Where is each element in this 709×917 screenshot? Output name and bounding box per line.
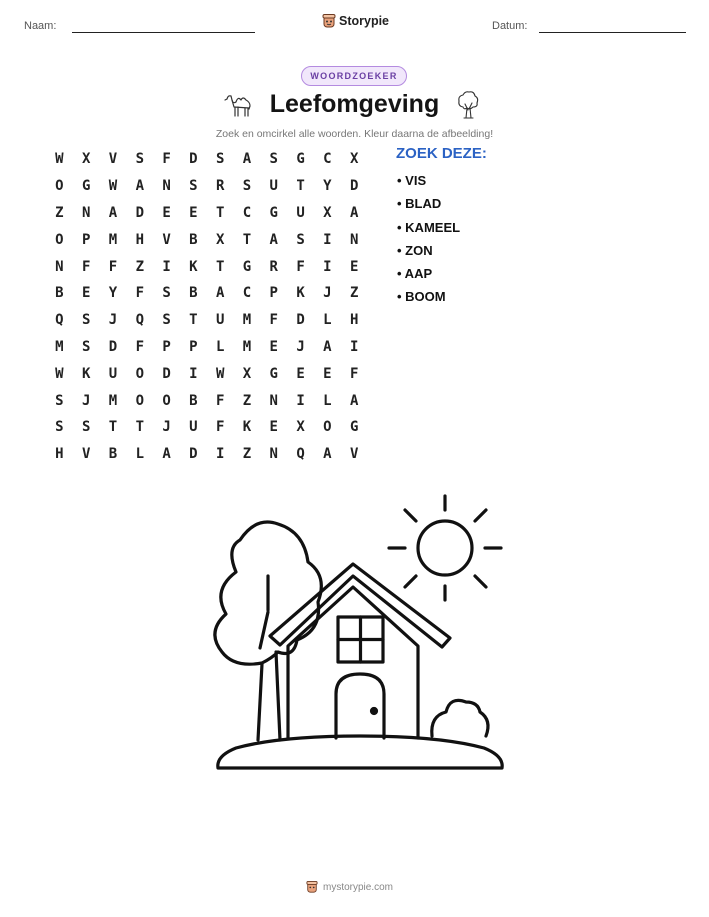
grid-cell[interactable]: E xyxy=(323,365,332,382)
grid-cell[interactable]: F xyxy=(135,338,144,355)
grid-cell[interactable]: G xyxy=(269,365,278,382)
grid-cell[interactable]: S xyxy=(81,419,91,436)
grid-cell[interactable]: P xyxy=(81,231,91,248)
grid-cell[interactable]: I xyxy=(296,392,305,409)
grid-cell[interactable]: N xyxy=(349,231,359,248)
grid-cell[interactable]: P xyxy=(189,338,198,355)
grid-cell[interactable]: L xyxy=(215,338,225,355)
grid-cell[interactable]: D xyxy=(135,204,144,221)
grid-cell[interactable]: O xyxy=(135,392,144,409)
grid-cell[interactable]: T xyxy=(215,204,225,221)
word-item: • BLAD xyxy=(397,196,442,212)
footer xyxy=(306,880,393,894)
grid-cell[interactable]: T xyxy=(189,312,198,329)
grid-cell[interactable]: Z xyxy=(349,285,359,302)
grid-cell[interactable]: U xyxy=(269,178,278,195)
grid-cell[interactable]: W xyxy=(55,151,64,168)
grid-cell[interactable]: M xyxy=(55,338,64,355)
footer-url: mystorypie.com xyxy=(323,881,394,893)
grid-cell[interactable]: F xyxy=(81,258,91,275)
grid-cell[interactable]: I xyxy=(323,258,332,275)
grid-cell[interactable]: J xyxy=(108,312,118,329)
word-list xyxy=(397,172,460,312)
grid-cell[interactable]: S xyxy=(162,312,171,329)
word-item: • VIS xyxy=(397,173,427,188)
grid-cell[interactable]: E xyxy=(81,285,91,302)
grid-cell[interactable]: U xyxy=(189,419,198,436)
bush-icon xyxy=(432,700,488,736)
grid-cell[interactable]: G xyxy=(242,258,252,275)
grid-cell[interactable]: S xyxy=(215,151,225,168)
grid-cell[interactable]: V xyxy=(162,231,171,248)
grid-cell[interactable]: A xyxy=(162,446,171,463)
grid-cell[interactable]: S xyxy=(81,338,91,355)
sun-icon xyxy=(389,496,501,600)
grid-cell[interactable]: B xyxy=(189,392,198,409)
grid-cell[interactable]: F xyxy=(269,312,278,329)
grid-cell[interactable]: N xyxy=(81,204,91,221)
grid-cell[interactable]: H xyxy=(55,446,64,463)
grid-cell[interactable]: K xyxy=(189,258,198,275)
grid-cell[interactable]: A xyxy=(135,178,144,195)
grid-cell[interactable]: D xyxy=(108,338,118,355)
grid-cell[interactable]: P xyxy=(162,338,171,355)
grid-cell[interactable]: B xyxy=(55,285,64,302)
name-line xyxy=(72,32,255,33)
grid-cell[interactable]: L xyxy=(323,312,332,329)
grid-cell[interactable]: O xyxy=(55,231,64,248)
grid-cell[interactable]: K xyxy=(296,285,305,302)
grid-cell[interactable]: O xyxy=(323,419,332,436)
grid-cell[interactable]: F xyxy=(349,365,359,382)
word-item: • BOOM xyxy=(397,289,446,305)
grid-cell[interactable]: O xyxy=(135,365,144,382)
grid-cell[interactable]: B xyxy=(108,446,118,463)
grid-cell[interactable]: V xyxy=(81,446,91,463)
grid-cell[interactable]: B xyxy=(189,285,198,302)
word-item: • AAP xyxy=(397,266,433,282)
grid-cell[interactable]: M xyxy=(242,338,252,355)
grid-cell[interactable]: S xyxy=(81,312,91,329)
date-label: Datum: xyxy=(492,20,528,32)
storypie-logo-icon xyxy=(322,13,336,29)
brand-name: Storypie xyxy=(339,14,390,28)
grid-cell[interactable]: S xyxy=(242,178,252,195)
grid-cell[interactable]: T xyxy=(135,419,144,436)
grid-cell[interactable]: Q xyxy=(135,312,144,329)
grid-cell[interactable]: A xyxy=(108,204,118,221)
grid-cell[interactable]: N xyxy=(269,392,278,409)
grid-cell[interactable]: Y xyxy=(323,178,332,195)
grid-cell[interactable]: L xyxy=(135,446,144,463)
grid-cell[interactable]: Z xyxy=(55,204,64,221)
grid-cell[interactable]: O xyxy=(162,392,171,409)
grid-cell[interactable]: V xyxy=(349,446,359,463)
grid-cell[interactable]: L xyxy=(323,392,332,409)
grid-cell[interactable]: I xyxy=(189,365,198,382)
grid-cell[interactable]: J xyxy=(162,419,171,436)
grid-cell[interactable]: X xyxy=(242,365,252,382)
grid-cell[interactable]: A xyxy=(349,392,359,409)
grid-cell[interactable]: S xyxy=(135,151,144,168)
grid-cell[interactable]: Y xyxy=(108,285,118,302)
grid-cell[interactable]: K xyxy=(242,419,252,436)
name-label: Naam: xyxy=(24,20,57,32)
grid-cell[interactable]: E xyxy=(162,204,171,221)
grid-cell[interactable]: M xyxy=(108,392,118,409)
instructions: Zoek en omcirkel alle woorden. Kleur daarna de afbeelding! xyxy=(215,128,494,140)
grid-cell[interactable]: N xyxy=(55,258,64,275)
house-icon xyxy=(270,564,450,738)
grid-cell[interactable]: N xyxy=(162,178,171,195)
grid-cell[interactable]: H xyxy=(349,312,359,329)
grid-cell[interactable]: R xyxy=(269,258,278,275)
grid-cell[interactable]: U xyxy=(296,204,305,221)
grid-cell[interactable]: F xyxy=(108,258,118,275)
word-item: • KAMEEL xyxy=(397,219,461,235)
house-sun-illustration xyxy=(200,490,510,780)
tree-icon xyxy=(455,89,481,121)
grid-cell[interactable]: X xyxy=(349,151,359,168)
grid-cell[interactable]: S xyxy=(189,178,198,195)
grid-cell[interactable]: T xyxy=(242,231,252,248)
grid-cell[interactable]: G xyxy=(269,204,278,221)
grid-cell[interactable]: M xyxy=(108,231,118,248)
grid-cell[interactable]: W xyxy=(215,365,225,382)
grid-cell[interactable]: S xyxy=(162,285,171,302)
grid-cell[interactable]: M xyxy=(242,312,252,329)
grid-cell[interactable]: E xyxy=(296,365,305,382)
letter-grid xyxy=(46,146,368,468)
grid-cell[interactable]: J xyxy=(323,285,332,302)
grid-cell[interactable]: F xyxy=(215,419,225,436)
grid-cell[interactable]: S xyxy=(55,419,64,436)
grid-cell[interactable]: P xyxy=(269,285,278,302)
grid-cell[interactable]: J xyxy=(81,392,91,409)
grid-cell[interactable]: O xyxy=(55,178,64,195)
grid-cell[interactable]: N xyxy=(269,446,278,463)
page-title: Leefomgeving xyxy=(269,90,440,118)
grid-cell[interactable]: D xyxy=(296,312,305,329)
grid-cell[interactable]: Q xyxy=(296,446,305,463)
grid-cell[interactable]: G xyxy=(349,419,359,436)
grid-cell[interactable]: A xyxy=(215,285,225,302)
grid-cell[interactable]: V xyxy=(108,151,118,168)
grid-cell[interactable]: I xyxy=(349,338,359,355)
grid-cell[interactable]: Z xyxy=(242,446,252,463)
grid-cell[interactable]: I xyxy=(162,258,171,275)
grid-cell[interactable]: R xyxy=(215,178,225,195)
grid-cell[interactable]: D xyxy=(349,178,359,195)
grid-cell[interactable]: U xyxy=(108,365,118,382)
grid-cell[interactable]: S xyxy=(296,231,305,248)
grid-cell[interactable]: I xyxy=(215,446,225,463)
grid-cell[interactable]: A xyxy=(323,446,332,463)
grid-cell[interactable]: E xyxy=(269,419,278,436)
grid-cell[interactable]: G xyxy=(296,151,305,168)
grid-cell[interactable]: I xyxy=(323,231,332,248)
grid-cell[interactable]: U xyxy=(215,312,225,329)
grid-cell[interactable]: Q xyxy=(55,312,64,329)
grid-cell[interactable]: X xyxy=(215,231,225,248)
brand xyxy=(322,13,389,29)
grid-cell[interactable]: S xyxy=(269,151,278,168)
grid-cell[interactable]: Z xyxy=(135,258,144,275)
grid-cell[interactable]: B xyxy=(189,231,198,248)
grid-cell[interactable]: A xyxy=(349,204,359,221)
word-item: • ZON xyxy=(397,242,433,258)
badge: WOORDZOEKER xyxy=(301,66,407,86)
grid-cell[interactable]: H xyxy=(135,231,144,248)
date-line xyxy=(539,32,686,33)
grid-cell[interactable]: F xyxy=(296,258,305,275)
grid-cell[interactable]: G xyxy=(81,178,91,195)
grid-cell[interactable]: D xyxy=(162,365,171,382)
grid-cell[interactable]: J xyxy=(296,338,305,355)
grid-cell[interactable]: X xyxy=(323,204,332,221)
grid-cell[interactable]: F xyxy=(135,285,144,302)
grid-cell[interactable]: D xyxy=(189,151,198,168)
grid-cell[interactable]: D xyxy=(189,446,198,463)
word-list-title: ZOEK DEZE: xyxy=(396,145,487,162)
grid-cell[interactable]: T xyxy=(108,419,118,436)
grid-cell[interactable]: Z xyxy=(242,392,252,409)
grid-cell[interactable]: A xyxy=(242,151,252,168)
grid-cell[interactable]: C xyxy=(242,204,252,221)
grid-cell[interactable]: C xyxy=(242,285,252,302)
grid-cell[interactable]: T xyxy=(296,178,305,195)
grid-cell[interactable]: A xyxy=(323,338,332,355)
grid-cell[interactable]: F xyxy=(215,392,225,409)
grid-cell[interactable]: E xyxy=(189,204,198,221)
grid-cell[interactable]: X xyxy=(296,419,305,436)
grid-cell[interactable]: S xyxy=(55,392,64,409)
grid-cell[interactable]: C xyxy=(323,151,332,168)
grid-cell[interactable]: W xyxy=(108,178,118,195)
ground-icon xyxy=(218,736,502,768)
grid-cell[interactable]: X xyxy=(81,151,91,168)
storypie-logo-icon xyxy=(306,880,318,894)
grid-cell[interactable]: F xyxy=(162,151,171,168)
grid-cell[interactable]: E xyxy=(349,258,359,275)
grid-cell[interactable]: T xyxy=(215,258,225,275)
grid-cell[interactable]: W xyxy=(55,365,64,382)
grid-cell[interactable]: K xyxy=(81,365,91,382)
grid-cell[interactable]: E xyxy=(269,338,278,355)
grid-cell[interactable]: A xyxy=(269,231,278,248)
